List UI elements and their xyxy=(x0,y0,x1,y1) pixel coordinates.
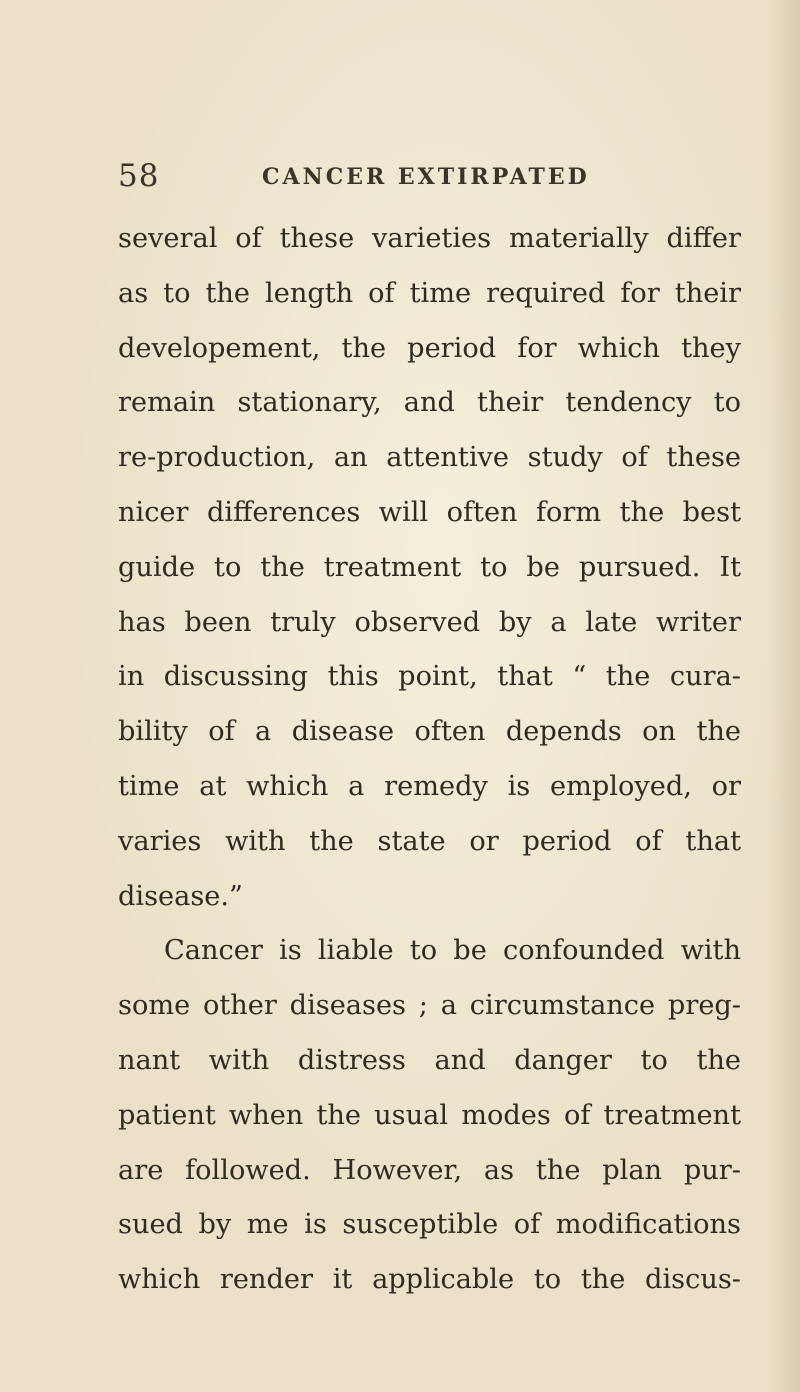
text-line: bility of a disease often depends on the xyxy=(118,716,741,748)
page-number: 58 xyxy=(118,158,160,194)
page-header xyxy=(118,158,738,198)
text-line: are followed. However, as the plan pur- xyxy=(118,1154,741,1186)
text-line: developement, the period for which they xyxy=(118,332,741,364)
text-line: which render it applicable to the discus- xyxy=(118,1264,741,1296)
text-line: has been truly observed by a late writer xyxy=(118,606,741,638)
text-line: nant with distress and danger to the xyxy=(118,1044,741,1076)
text-line: time at which a remedy is employed, or xyxy=(118,770,741,802)
text-line: sued by me is susceptible of modifications xyxy=(118,1209,741,1241)
running-head: CANCER EXTIRPATED xyxy=(262,164,590,190)
text-line: in discussing this point, that “ the cura- xyxy=(118,661,741,693)
text-line: several of these varieties materially differ xyxy=(118,223,741,254)
text-line: disease.” xyxy=(118,880,243,912)
body-text xyxy=(118,212,741,1308)
text-line: as to the length of time required for their xyxy=(118,277,741,309)
text-line: guide to the treatment to be pursued. It xyxy=(118,551,741,583)
text-line: remain stationary, and their tendency to xyxy=(118,387,741,419)
text-line: nicer differences will often form the best xyxy=(118,496,741,528)
text-line: re-production, an attentive study of these xyxy=(118,442,741,474)
text-line: patient when the usual modes of treatment xyxy=(118,1099,741,1131)
text-line: varies with the state or period of that xyxy=(118,825,741,857)
text-line: Cancer is liable to be confounded with xyxy=(164,935,741,967)
text-line: some other diseases ; a circumstance preg- xyxy=(118,990,741,1022)
